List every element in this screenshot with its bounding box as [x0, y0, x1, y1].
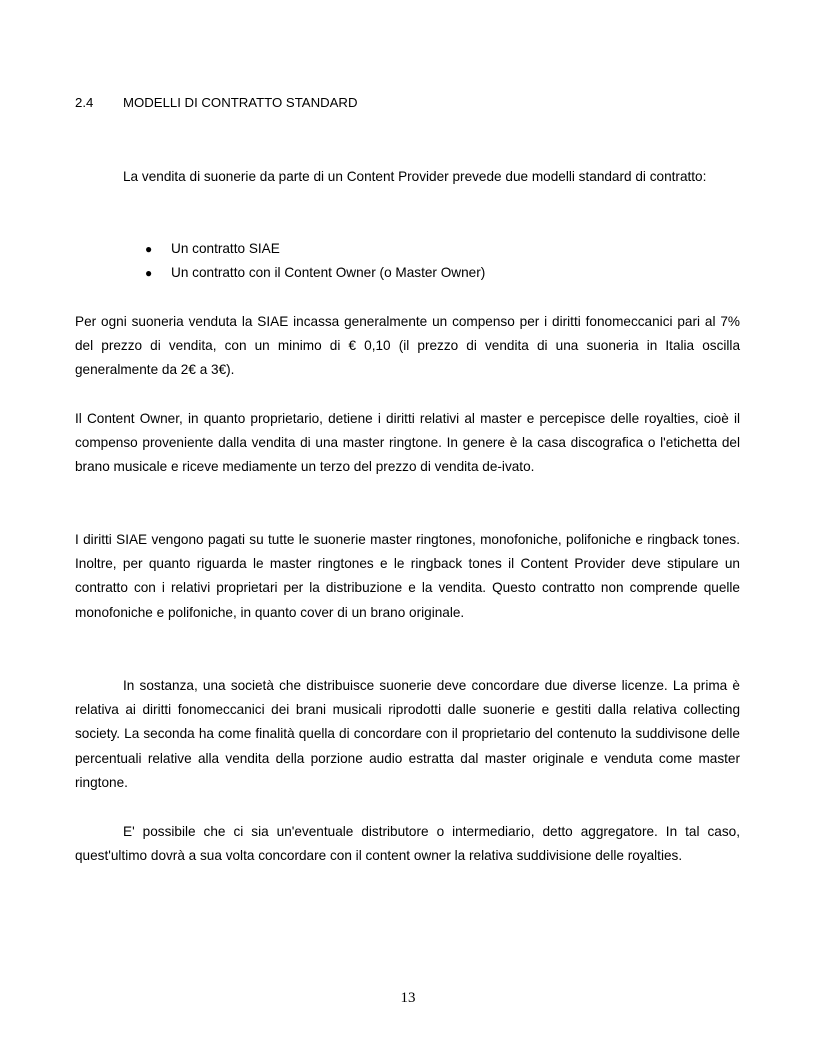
- intro-paragraph: La vendita di suonerie da parte di un Content Provider prevede due modelli standard di contratto:: [123, 169, 707, 184]
- paragraph-siae-fee: Per ogni suoneria venduta la SIAE incassa generalmente un compenso per i diritti fonomeccanici pari al 7% del prezzo di vendita, con un minimo di € 0,10 (il prezzo di vendita di una suoneria in Italia oscilla generalmente da 2€ a 3€).: [75, 314, 740, 378]
- section-number: 2.4: [75, 95, 94, 110]
- section-title: MODELLI DI CONTRATTO STANDARD: [123, 95, 358, 110]
- paragraph-aggregator: E' possibile che ci sia un'eventuale distributore o intermediario, detto aggregatore. In tal caso, quest'ultimo dovrà a sua volta concordare con il content owner la relativa suddivisione delle royalties.: [75, 824, 740, 864]
- paragraph-licenses: In sostanza, una società che distribuisce suonerie deve concordare due diverse licenze. La prima è relativa ai diritti fonomeccanici dei brani musicali riprodotti dalle suonerie e gestiti dalla relativa collecting society. La seconda ha come finalità quella di concordare con il proprietario del contenuto la suddivisone delle percentuali relative alla vendita della porzione audio estratta dal master originale e venduta come master ringtone.: [75, 678, 740, 790]
- section-heading: [75, 95, 357, 111]
- page-number: 13: [400, 990, 416, 1006]
- paragraph-siae-rights: I diritti SIAE vengono pagati su tutte le suonerie master ringtones, monofoniche, polifoniche e ringback tones. Inoltre, per quanto riguarda le master ringtones e le ringback tones il Content Provider deve stipulare un contratto con i relativi proprietari per la distribuzione e la vendita. Questo contratto non comprende quelle monofoniche e polifoniche, in quanto cover di un brano originale.: [75, 532, 740, 620]
- list-item: ● Un contratto con il Content Owner (o Master Owner): [145, 261, 485, 285]
- paragraph-content-owner: Il Content Owner, in quanto proprietario, detiene i diritti relativi al master e percepisce delle royalties, cioè il compenso proveniente dalla vendita di una master ringtone. In genere è la casa discografica o l'etichetta del brano musicale e riceve mediamente un terzo del prezzo di vendita de-ivato.: [75, 411, 740, 475]
- bullet-icon: ●: [145, 242, 153, 256]
- list-item: ● Un contratto SIAE: [145, 237, 485, 261]
- bullet-icon: ●: [145, 266, 153, 281]
- contract-list: [145, 237, 485, 285]
